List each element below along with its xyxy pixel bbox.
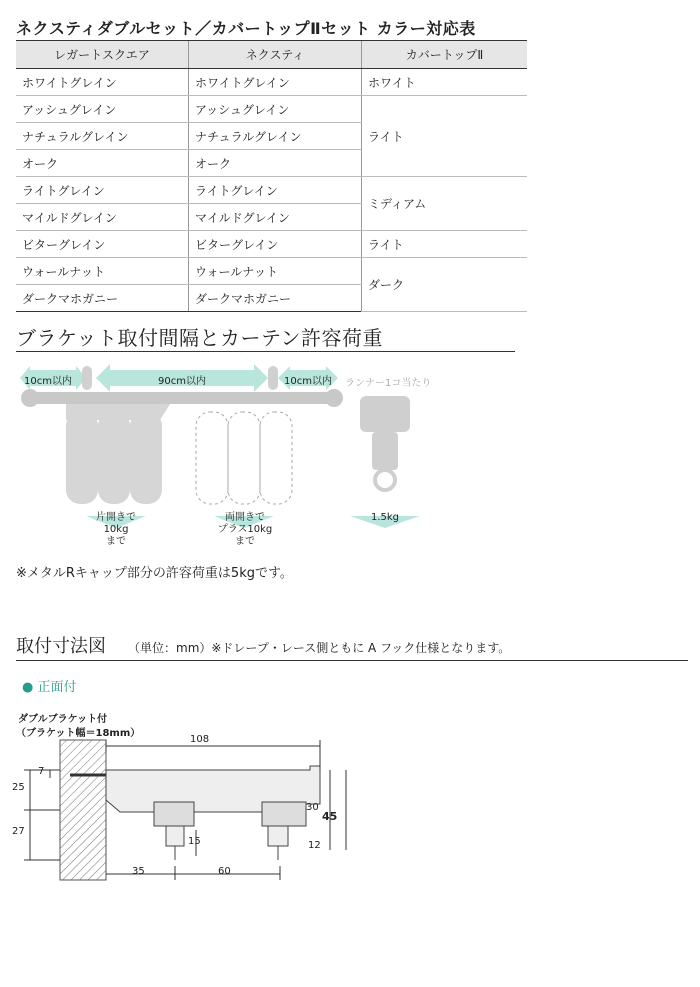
dim-30: 30 bbox=[306, 802, 319, 813]
cell: ホワイトグレイン bbox=[16, 69, 189, 96]
gap-left-label: 10cm以内 bbox=[24, 376, 72, 387]
cell: ウォールナット bbox=[189, 258, 362, 285]
dim-12: 12 bbox=[308, 840, 321, 851]
cell: ライトグレイン bbox=[16, 177, 189, 204]
dim-45: 45 bbox=[322, 810, 338, 823]
cell: ホワイトグレイン bbox=[189, 69, 362, 96]
bracket-title-rule bbox=[16, 351, 515, 352]
dims-title: 取付寸法図 bbox=[16, 636, 106, 657]
cell: ビターグレイン bbox=[16, 231, 189, 258]
color-table-title: ネクスティダブルセット／カバートップⅡセット カラー対応表 bbox=[16, 19, 476, 38]
cell: アッシュグレイン bbox=[16, 96, 189, 123]
cell: アッシュグレイン bbox=[189, 96, 362, 123]
curtain-dashed bbox=[196, 412, 292, 504]
cell: マイルドグレイン bbox=[189, 204, 362, 231]
cell: ライトグレイン bbox=[189, 177, 362, 204]
dim-7: 7 bbox=[38, 766, 45, 777]
bracket-post-right bbox=[268, 366, 278, 390]
dim-15: 15 bbox=[188, 836, 201, 847]
runner-icon bbox=[360, 396, 410, 490]
caption-bracket-width: （ブラケット幅＝18mm） bbox=[16, 728, 141, 739]
load-one-side: 片開きで 10kg まで bbox=[96, 512, 136, 547]
rail-end-right bbox=[325, 389, 343, 407]
bracket-note: ※メタルRキャップ部分の許容荷重は5kgです。 bbox=[16, 566, 293, 581]
rail-front bbox=[154, 802, 194, 826]
cell: ダークマホガニー bbox=[16, 285, 189, 312]
wall-hatch bbox=[60, 740, 106, 880]
cover-cell: ライト bbox=[362, 96, 528, 177]
table-row bbox=[16, 258, 527, 285]
rail-back bbox=[262, 802, 306, 826]
dims-title-rule bbox=[16, 660, 688, 661]
header-legato: レガートスクエア bbox=[16, 41, 189, 69]
dimension-drawing bbox=[0, 730, 700, 900]
cover-cell: ライト bbox=[362, 231, 528, 258]
bracket-post-left bbox=[82, 366, 92, 390]
bracket-section-title: ブラケット取付間隔とカーテン許容荷重 bbox=[16, 326, 383, 350]
dims-subtitle: （単位：mm）※ドレープ・レース側ともに A フック仕様となります。 bbox=[128, 641, 511, 655]
dim-35: 35 bbox=[132, 866, 145, 877]
table-row bbox=[16, 177, 527, 204]
cell: ナチュラルグレイン bbox=[16, 123, 189, 150]
section-front-mount: ● 正面付 bbox=[22, 680, 77, 695]
cell: ビターグレイン bbox=[189, 231, 362, 258]
table-header-row bbox=[16, 41, 527, 69]
dim-60: 60 bbox=[218, 866, 231, 877]
gap-mid-label: 90cm以内 bbox=[158, 376, 206, 387]
load-both: 両開きで プラス10kg まで bbox=[217, 512, 273, 547]
gap-right-label: 10cm以内 bbox=[284, 376, 332, 387]
runner-front bbox=[166, 826, 184, 846]
cell: オーク bbox=[189, 150, 362, 177]
cover-cell: ダーク bbox=[362, 258, 528, 312]
curtain-solid bbox=[66, 404, 170, 504]
dim-108: 108 bbox=[190, 734, 210, 745]
cell: マイルドグレイン bbox=[16, 204, 189, 231]
curtain-rail bbox=[28, 392, 338, 404]
header-covertop: カバートップⅡ bbox=[362, 41, 528, 69]
table-row bbox=[16, 96, 527, 123]
color-table bbox=[16, 40, 527, 312]
cover-cell: ホワイト bbox=[362, 69, 528, 96]
cell: ウォールナット bbox=[16, 258, 189, 285]
load-runner: 1.5kg bbox=[370, 512, 400, 523]
table-row bbox=[16, 69, 527, 96]
header-nexty: ネクスティ bbox=[189, 41, 362, 69]
cell: ダークマホガニー bbox=[189, 285, 362, 312]
dim-25: 25 bbox=[12, 782, 25, 793]
dim-27: 27 bbox=[12, 826, 25, 837]
table-row bbox=[16, 231, 527, 258]
runner-back bbox=[268, 826, 288, 846]
cell: ナチュラルグレイン bbox=[189, 123, 362, 150]
cell: オーク bbox=[16, 150, 189, 177]
caption-double-bracket: ダブルブラケット付 bbox=[18, 714, 108, 725]
rail-end-left bbox=[21, 389, 39, 407]
runner-label: ランナー1コ当たり bbox=[345, 378, 432, 389]
cover-cell: ミディアム bbox=[362, 177, 528, 231]
